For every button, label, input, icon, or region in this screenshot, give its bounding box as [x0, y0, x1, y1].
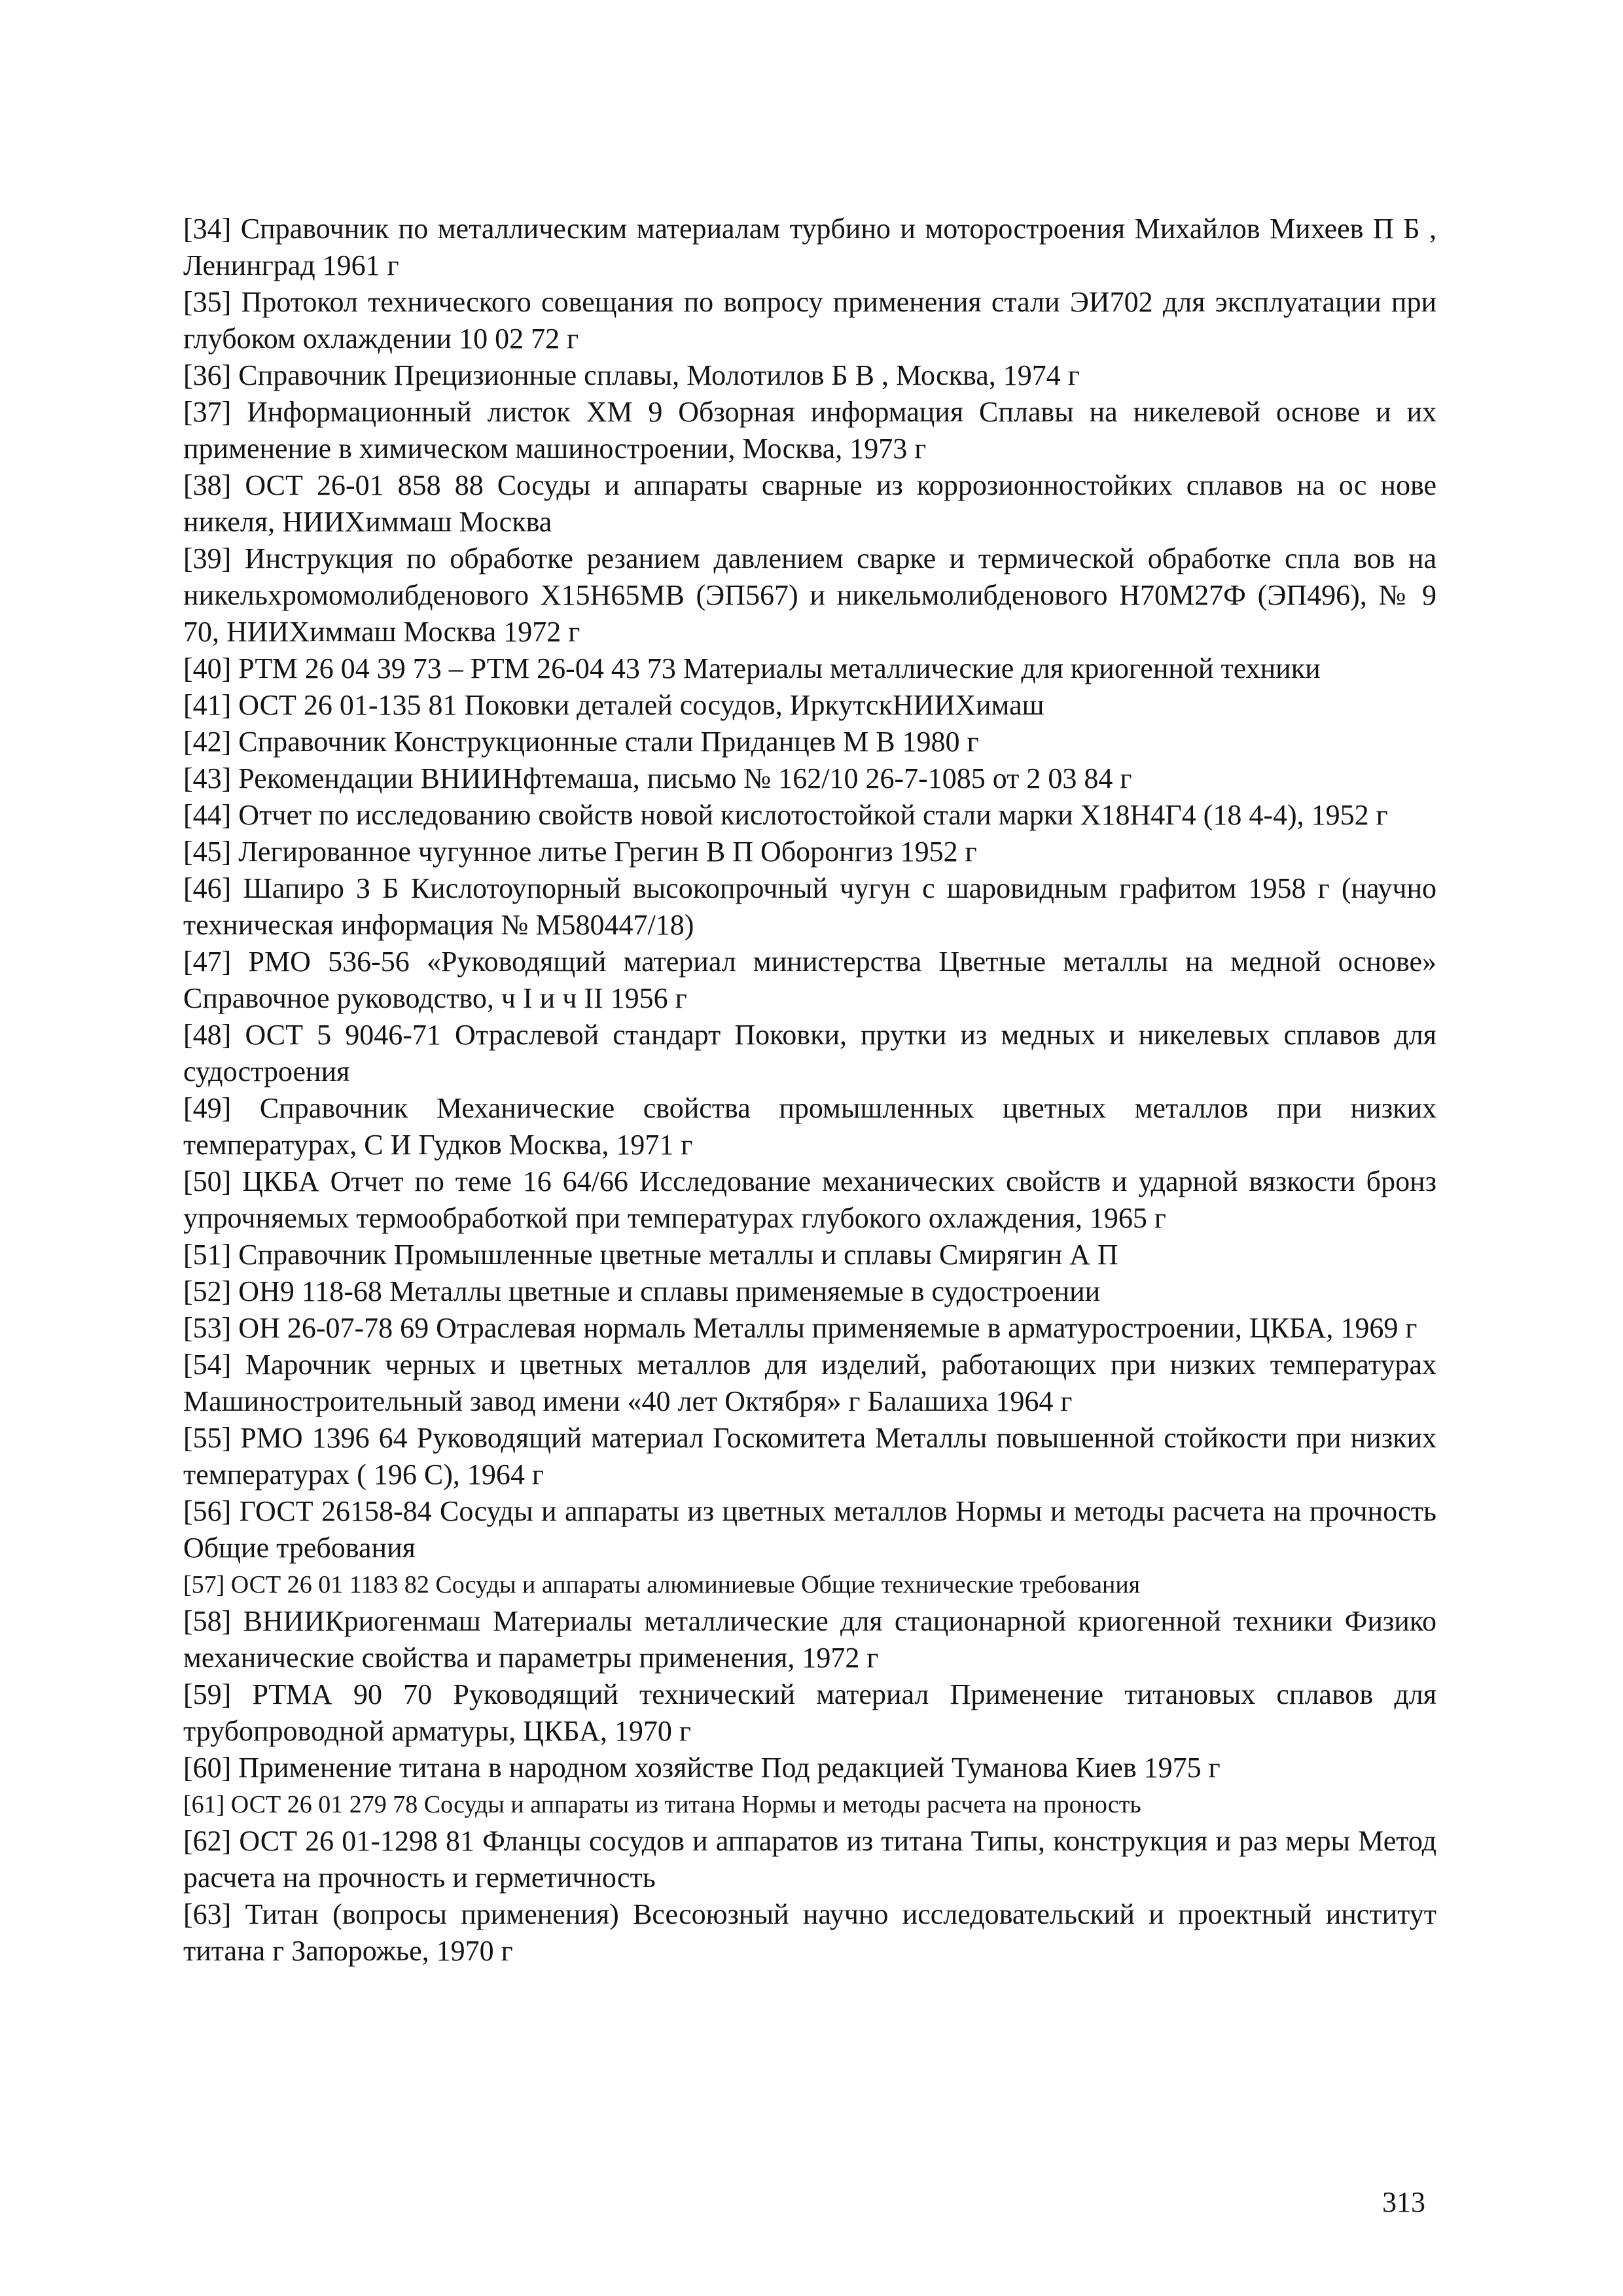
page-number: 313	[1382, 2186, 1425, 2218]
reference-item: [60] Применение титана в народном хозяйстве Под редакцией Туманова Киев 1975 г	[183, 1752, 1221, 1784]
reference-item: [36] Справочник Прецизионные сплавы, Молотилов Б В , Москва, 1974 г	[183, 359, 1080, 391]
reference-item: [44] Отчет по исследованию свойств новой кислотостойкой стали марки Х18Н4Г4 (18 4-4), 1952 г	[183, 799, 1388, 831]
reference-item: [46] Шапиро З Б Кислотоупорный высокопрочный чугун с шаровидным графитом 1958 г (научно техническая информация № М580447/18)	[183, 872, 1436, 941]
reference-list	[183, 211, 1436, 1969]
reference-item: [61] ОСТ 26 01 279 78 Сосуды и аппараты из титана Нормы и методы расчета на проность	[183, 1791, 1141, 1818]
reference-item: [43] Рекомендации ВНИИНфтемаша, письмо № 162/10 26-7-1085 от 2 03 84 г	[183, 762, 1132, 794]
reference-item: [38] ОСТ 26-01 858 88 Сосуды и аппараты сварные из коррозионностойких сплавов на ос нове никеля, НИИХиммаш Москва	[183, 469, 1436, 538]
reference-item: [56] ГОСТ 26158-84 Сосуды и аппараты из цветных металлов Нормы и методы расчета на прочность Общие требования	[183, 1495, 1436, 1564]
reference-item: [57] ОСТ 26 01 1183 82 Сосуды и аппараты алюминиевые Общие технические требования	[183, 1571, 1141, 1598]
reference-item: [63] Титан (вопросы применения) Всесоюзный научно исследовательский и проектный институт титана г Запорожье, 1970 г	[183, 1898, 1436, 1967]
reference-item: [37] Информационный листок ХМ 9 Обзорная информация Сплавы на никелевой основе и их применение в химическом машиностроении, Москва, 1973 г	[183, 396, 1436, 465]
reference-item: [42] Справочник Конструкционные стали Приданцев М В 1980 г	[183, 726, 979, 758]
reference-item: [50] ЦКБА Отчет по теме 16 64/66 Исследование механических свойств и ударной вязкости бронз упрочняемых термообработкой при температурах глубокого охлаждения, 1965 г	[183, 1165, 1436, 1234]
reference-item: [59] РТМА 90 70 Руководящий технический материал Применение титановых сплавов для трубопроводной арматуры, ЦКБА, 1970 г	[183, 1678, 1436, 1747]
reference-item: [49] Справочник Механические свойства промышленных цветных металлов при низких температурах, С И Гудков Москва, 1971 г	[183, 1092, 1436, 1161]
reference-item: [58] ВНИИКриогенмаш Материалы металлические для стационарной криогенной техники Физико механические свойства и параметры применения, 1972 г	[183, 1605, 1436, 1674]
reference-item: [51] Справочник Промышленные цветные металлы и сплавы Смирягин А П	[183, 1239, 1118, 1271]
reference-item: [54] Марочник черных и цветных металлов для изделий, работающих при низких температурах Машиностроительный завод имени «40 лет Октября» г Балашиха 1964 г	[183, 1349, 1436, 1417]
reference-item: [41] ОСТ 26 01-135 81 Поковки деталей сосудов, ИркутскНИИХимаш	[183, 689, 1044, 721]
reference-item: [35] Протокол технического совещания по вопросу применения стали ЭИ702 для эксплуатации при глубоком охлаждении 10 02 72 г	[183, 286, 1436, 355]
reference-item: [47] РМО 536-56 «Руководящий материал министерства Цветные металлы на медной основе» Справочное руководство, ч I и ч II 1956 г	[183, 945, 1436, 1014]
reference-item: [62] ОСТ 26 01-1298 81 Фланцы сосудов и аппаратов из титана Типы, конструкция и раз меры Метод расчета на прочность и герметичность	[183, 1825, 1436, 1894]
reference-item: [34] Справочник по металлическим материалам турбино и моторостроения Михайлов Михеев П Б , Ленинград 1961 г	[183, 213, 1436, 281]
reference-item: [39] Инструкция по обработке резанием давлением сварке и термической обработке спла вов на никельхромомолибденового Х15Н65МВ (ЭП567) и никельмолибденового Н70М27Ф (ЭП496), № 9 70, НИИХиммаш Москва 1972 г	[183, 542, 1436, 648]
reference-item: [48] ОСТ 5 9046-71 Отраслевой стандарт Поковки, прутки из медных и никелевых сплавов для судостроения	[183, 1019, 1436, 1087]
reference-item: [55] РМО 1396 64 Руководящий материал Госкомитета Металлы повышенной стойкости при низких температурах ( 196 С), 1964 г	[183, 1422, 1436, 1491]
reference-item: [52] ОН9 118-68 Металлы цветные и сплавы применяемые в судостроении	[183, 1275, 1101, 1307]
reference-item: [53] ОН 26-07-78 69 Отраслевая нормаль Металлы применяемые в арматуростроении, ЦКБА, 1969 г	[183, 1312, 1418, 1344]
reference-item: [40] РТМ 26 04 39 73 – РТМ 26-04 43 73 Материалы металлические для криогенной техники	[183, 652, 1321, 684]
reference-item: [45] Легированное чугунное литье Грегин В П Оборонгиз 1952 г	[183, 836, 977, 868]
